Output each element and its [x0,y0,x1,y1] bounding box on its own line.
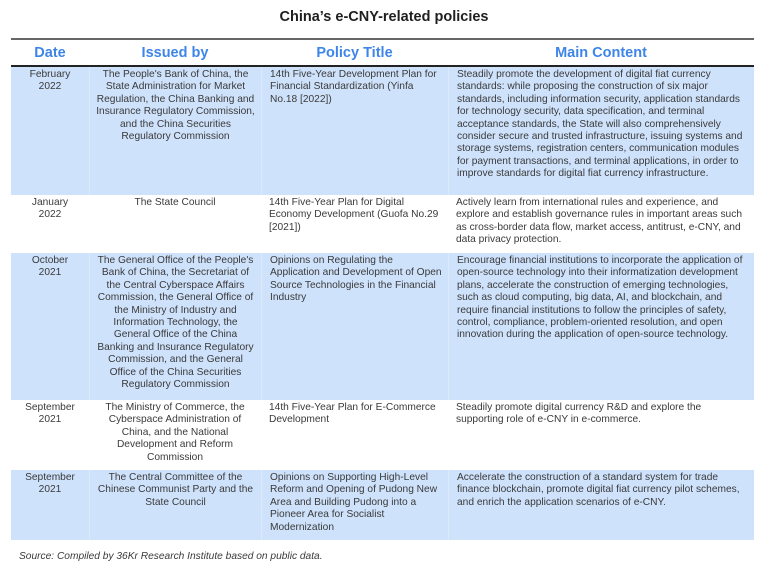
cell-policy-title: 14th Five-Year Development Plan for Financial Standardization (Yinfa No.18 [2022]) [261,67,448,195]
cell-policy-title: 14th Five-Year Plan for Digital Economy Development (Guofa No.29 [2021]) [269,197,439,233]
cell-date [11,253,89,400]
date-text: September 2021 [25,472,75,496]
table-row [11,253,754,400]
column-header-issued-by: Issued by [141,44,209,61]
column-header-date: Date [34,44,66,61]
cell-date [11,195,89,253]
date-text: October 2021 [31,255,69,279]
table-header [11,40,754,67]
date-text: January 2022 [31,197,69,221]
cell-main-content: Steadily promote the development of digital fiat currency standards: while proposing the construction of six major standards, including information security, application standards for technology security, data specification, and terminal acceptance standards, the State will also comprehensively consider secure and trusted infrastructure, issuing systems and storage systems, registration centers, communication modules for payment transactions, and terminal applications, in order to improve standards for digital fiat currency infrastructure. [448,67,754,195]
table-row [11,195,754,253]
cell-main-content: Steadily promote digital currency R&D and explore the supporting role of e-CNY in e-commerce. [456,402,702,426]
cell-date [11,470,89,540]
cell-policy-title: Opinions on Regulating the Application and Development of Open Source Technologies in the Financial Industry [261,253,448,400]
date-text: September 2021 [25,402,75,426]
policy-table [11,38,754,540]
cell-main-content: Actively learn from international rules and experience, and explore and establish governance rules in important areas such as cross-border data flow, market access, antitrust, e-CNY, and data privacy protection. [456,197,742,246]
cell-main-content: Accelerate the construction of a standard system for trade finance blockchain, promote digital fiat currency pilot schemes, and enrich the application scenarios of e-CNY. [448,470,754,540]
table-row [11,400,754,470]
table-row [11,67,754,195]
cell-issued-by: The General Office of the People's Bank of China, the Secretariat of the Central Cyberspace Affairs Commission, the General Office of the Ministry of Industry and Information Technology, the General Office of the China Banking and Insurance Regulatory Commission, and the General Office of the China Securities Regulatory Commission [89,253,261,400]
cell-date [11,400,89,470]
cell-policy-title: 14th Five-Year Plan for E-Commerce Development [269,402,436,426]
cell-date [11,67,89,195]
cell-issued-by: The State Council [134,197,216,208]
cell-issued-by: The Ministry of Commerce, the Cyberspace Administration of China, and the National Development and Reform Commission [105,402,245,463]
table-row [11,470,754,540]
source-note: Source: Compiled by 36Kr Research Institute based on public data. [19,551,323,562]
cell-issued-by: The People's Bank of China, the State Administration for Market Regulation, the China Banking and Insurance Regulatory Commission, and the China Securities Regulatory Commission [89,67,261,195]
cell-issued-by: The Central Committee of the Chinese Communist Party and the State Council [89,470,261,540]
column-header-main-content: Main Content [555,44,647,61]
cell-policy-title: Opinions on Supporting High-Level Reform and Opening of Pudong New Area and Building Pudong into a Pioneer Area for Socialist Modernization [261,470,448,540]
column-header-policy-title: Policy Title [316,44,393,61]
date-text: February 2022 [29,69,71,93]
cell-main-content: Encourage financial institutions to incorporate the application of open-source technology into their informatization development plans, accelerate the construction of emerging technologies, such as cloud computing, big data, AI, and blockchain, and require financial institutions to follow the principles of safety, control, compliance, problem-oriented resolution, and open innovation during the application of open-source technology. [448,253,754,400]
page-title: China’s e-CNY-related policies [279,9,489,25]
